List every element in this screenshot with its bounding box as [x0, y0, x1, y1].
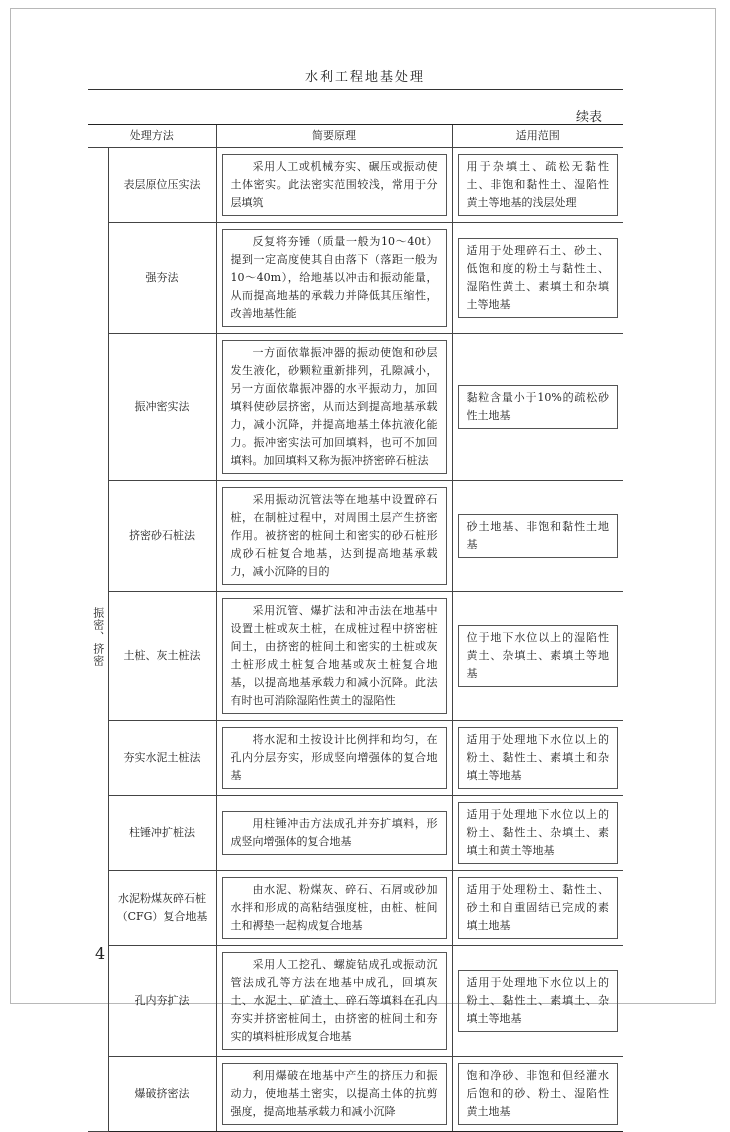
method-cell: 孔内夯扩法: [108, 946, 216, 1057]
scope-cell: [452, 334, 623, 481]
principle-cell: [216, 946, 452, 1057]
ground-treatment-table: [88, 124, 623, 1132]
method-cell: 水泥粉煤灰碎石桩（CFG）复合地基: [108, 871, 216, 946]
table-row: [88, 946, 623, 1057]
category-cell: [88, 148, 108, 1132]
column-header-method: 处理方法: [88, 125, 216, 148]
table-row: [88, 592, 623, 721]
page-number: 4: [95, 944, 106, 963]
principle-cell: [216, 223, 452, 334]
method-cell: 挤密砂石桩法: [108, 481, 216, 592]
scope-text: 用于杂填土、疏松无黏性土、非饱和黏性土、湿陷性黄土等地基的浅层处理: [458, 154, 619, 216]
method-cell: 强夯法: [108, 223, 216, 334]
column-header-principle: 简要原理: [216, 125, 452, 148]
principle-text: 将水泥和土按设计比例拌和均匀，在孔内分层夯实，形成竖向增强体的复合地基: [222, 727, 447, 789]
principle-text: 利用爆破在地基中产生的挤压力和振动力，使地基土密实，以提高土体的抗剪强度，提高地基承载力和减小沉降: [222, 1063, 447, 1125]
principle-cell: [216, 796, 452, 871]
table-row: [88, 223, 623, 334]
table-header-row: [88, 125, 623, 148]
running-header: 水利工程地基处理: [304, 70, 425, 85]
principle-text: 采用人工挖孔、螺旋钻成孔或振动沉管法成孔等方法在地基中成孔，回填灰土、水泥土、矿渣土、碎石等填料在孔内夯实并挤密桩间土，由挤密的桩间土和夯实的填料桩形成复合地基: [222, 952, 447, 1050]
scope-cell: [452, 1057, 623, 1132]
principle-cell: [216, 148, 452, 223]
scope-text: 适用于处理地下水位以上的粉土、黏性土、素填土、杂填土等地基: [458, 970, 619, 1032]
scope-cell: [452, 592, 623, 721]
scope-text: 适用于处理地下水位以上的粉土、黏性土、杂填土、素填土和黄土等地基: [458, 802, 619, 864]
method-cell: 表层原位压实法: [108, 148, 216, 223]
principle-cell: [216, 592, 452, 721]
principle-cell: [216, 481, 452, 592]
method-cell: 土桩、灰土桩法: [108, 592, 216, 721]
scope-cell: [452, 481, 623, 592]
method-cell: 夯实水泥土桩法: [108, 721, 216, 796]
continued-label: 续表: [576, 110, 603, 125]
scope-cell: [452, 721, 623, 796]
principle-text: 反复将夯锤（质量一般为10～40t）提到一定高度使其自由落下（落距一般为10～40m），给地基以冲击和振动能量，从而提高地基的承载力并降低其压缩性，改善地基性能: [222, 229, 447, 327]
category-label: 振密、挤密: [91, 606, 105, 667]
principle-text: 由水泥、粉煤灰、碎石、石屑或砂加水拌和形成的高粘结强度桩，由桩、桩间土和褥垫一起构成复合地基: [222, 877, 447, 939]
principle-text: 一方面依靠振冲器的振动使饱和砂层发生液化，砂颗粒重新排列，孔隙减小，另一方面依靠振冲器的水平振动力，加回填料使砂层挤密，从而达到提高地基承载力，减小沉降，并提高地基土体抗液化能力。振冲密实法可加回填料，也可不加回填料。加回填料又称为振冲挤密碎石桩法: [222, 340, 447, 474]
scope-cell: [452, 796, 623, 871]
table-row: [88, 334, 623, 481]
method-cell: 柱锤冲扩桩法: [108, 796, 216, 871]
table-row: [88, 796, 623, 871]
principle-cell: [216, 721, 452, 796]
table-row: [88, 1057, 623, 1132]
scope-text: 适用于处理碎石土、砂土、低饱和度的粉土与黏性土、湿陷性黄土、素填土和杂填土等地基: [458, 238, 619, 318]
column-header-scope: 适用范围: [452, 125, 623, 148]
table-row: [88, 871, 623, 946]
scope-text: 砂土地基、非饱和黏性土地基: [458, 514, 619, 558]
principle-text: 用柱锤冲击方法成孔并夯扩填料，形成竖向增强体的复合地基: [222, 811, 447, 855]
method-cell: 爆破挤密法: [108, 1057, 216, 1132]
table-row: [88, 481, 623, 592]
scope-cell: [452, 946, 623, 1057]
principle-cell: [216, 1057, 452, 1132]
scope-text: 适用于处理粉土、黏性土、砂土和自重固结已完成的素填土地基: [458, 877, 619, 939]
method-cell: 振冲密实法: [108, 334, 216, 481]
scope-text: 黏粒含量小于10%的疏松砂性土地基: [458, 385, 619, 429]
table-row: [88, 721, 623, 796]
scope-cell: [452, 148, 623, 223]
scope-text: 适用于处理地下水位以上的粉土、黏性土、素填土和杂填土等地基: [458, 727, 619, 789]
scope-cell: [452, 223, 623, 334]
principle-text: 采用人工或机械夯实、碾压或振动使土体密实。此法密实范围较浅，常用于分层填筑: [222, 154, 447, 216]
scope-text: 饱和净砂、非饱和但经灌水后饱和的砂、粉土、湿陷性黄土地基: [458, 1063, 619, 1125]
table-row: [88, 148, 623, 223]
scope-text: 位于地下水位以上的湿陷性黄土、杂填土、素填土等地基: [458, 625, 619, 687]
principle-text: 采用振动沉管法等在地基中设置碎石桩，在制桩过程中，对周围土层产生挤密作用。被挤密的桩间土和密实的砂石桩形成砂石桩复合地基，达到提高地基承载力，减小沉降的目的: [222, 487, 447, 585]
scope-cell: [452, 871, 623, 946]
principle-cell: [216, 871, 452, 946]
header-rule: [88, 89, 623, 90]
principle-cell: [216, 334, 452, 481]
principle-text: 采用沉管、爆扩法和冲击法在地基中设置土桩或灰土桩，在成桩过程中挤密桩间土，由挤密的桩间土和密实的土桩或灰土桩形成土桩复合地基或灰土桩复合地基，以提高地基承载力和减小沉降。此法有时也可消除湿陷性黄土的湿陷性: [222, 598, 447, 714]
